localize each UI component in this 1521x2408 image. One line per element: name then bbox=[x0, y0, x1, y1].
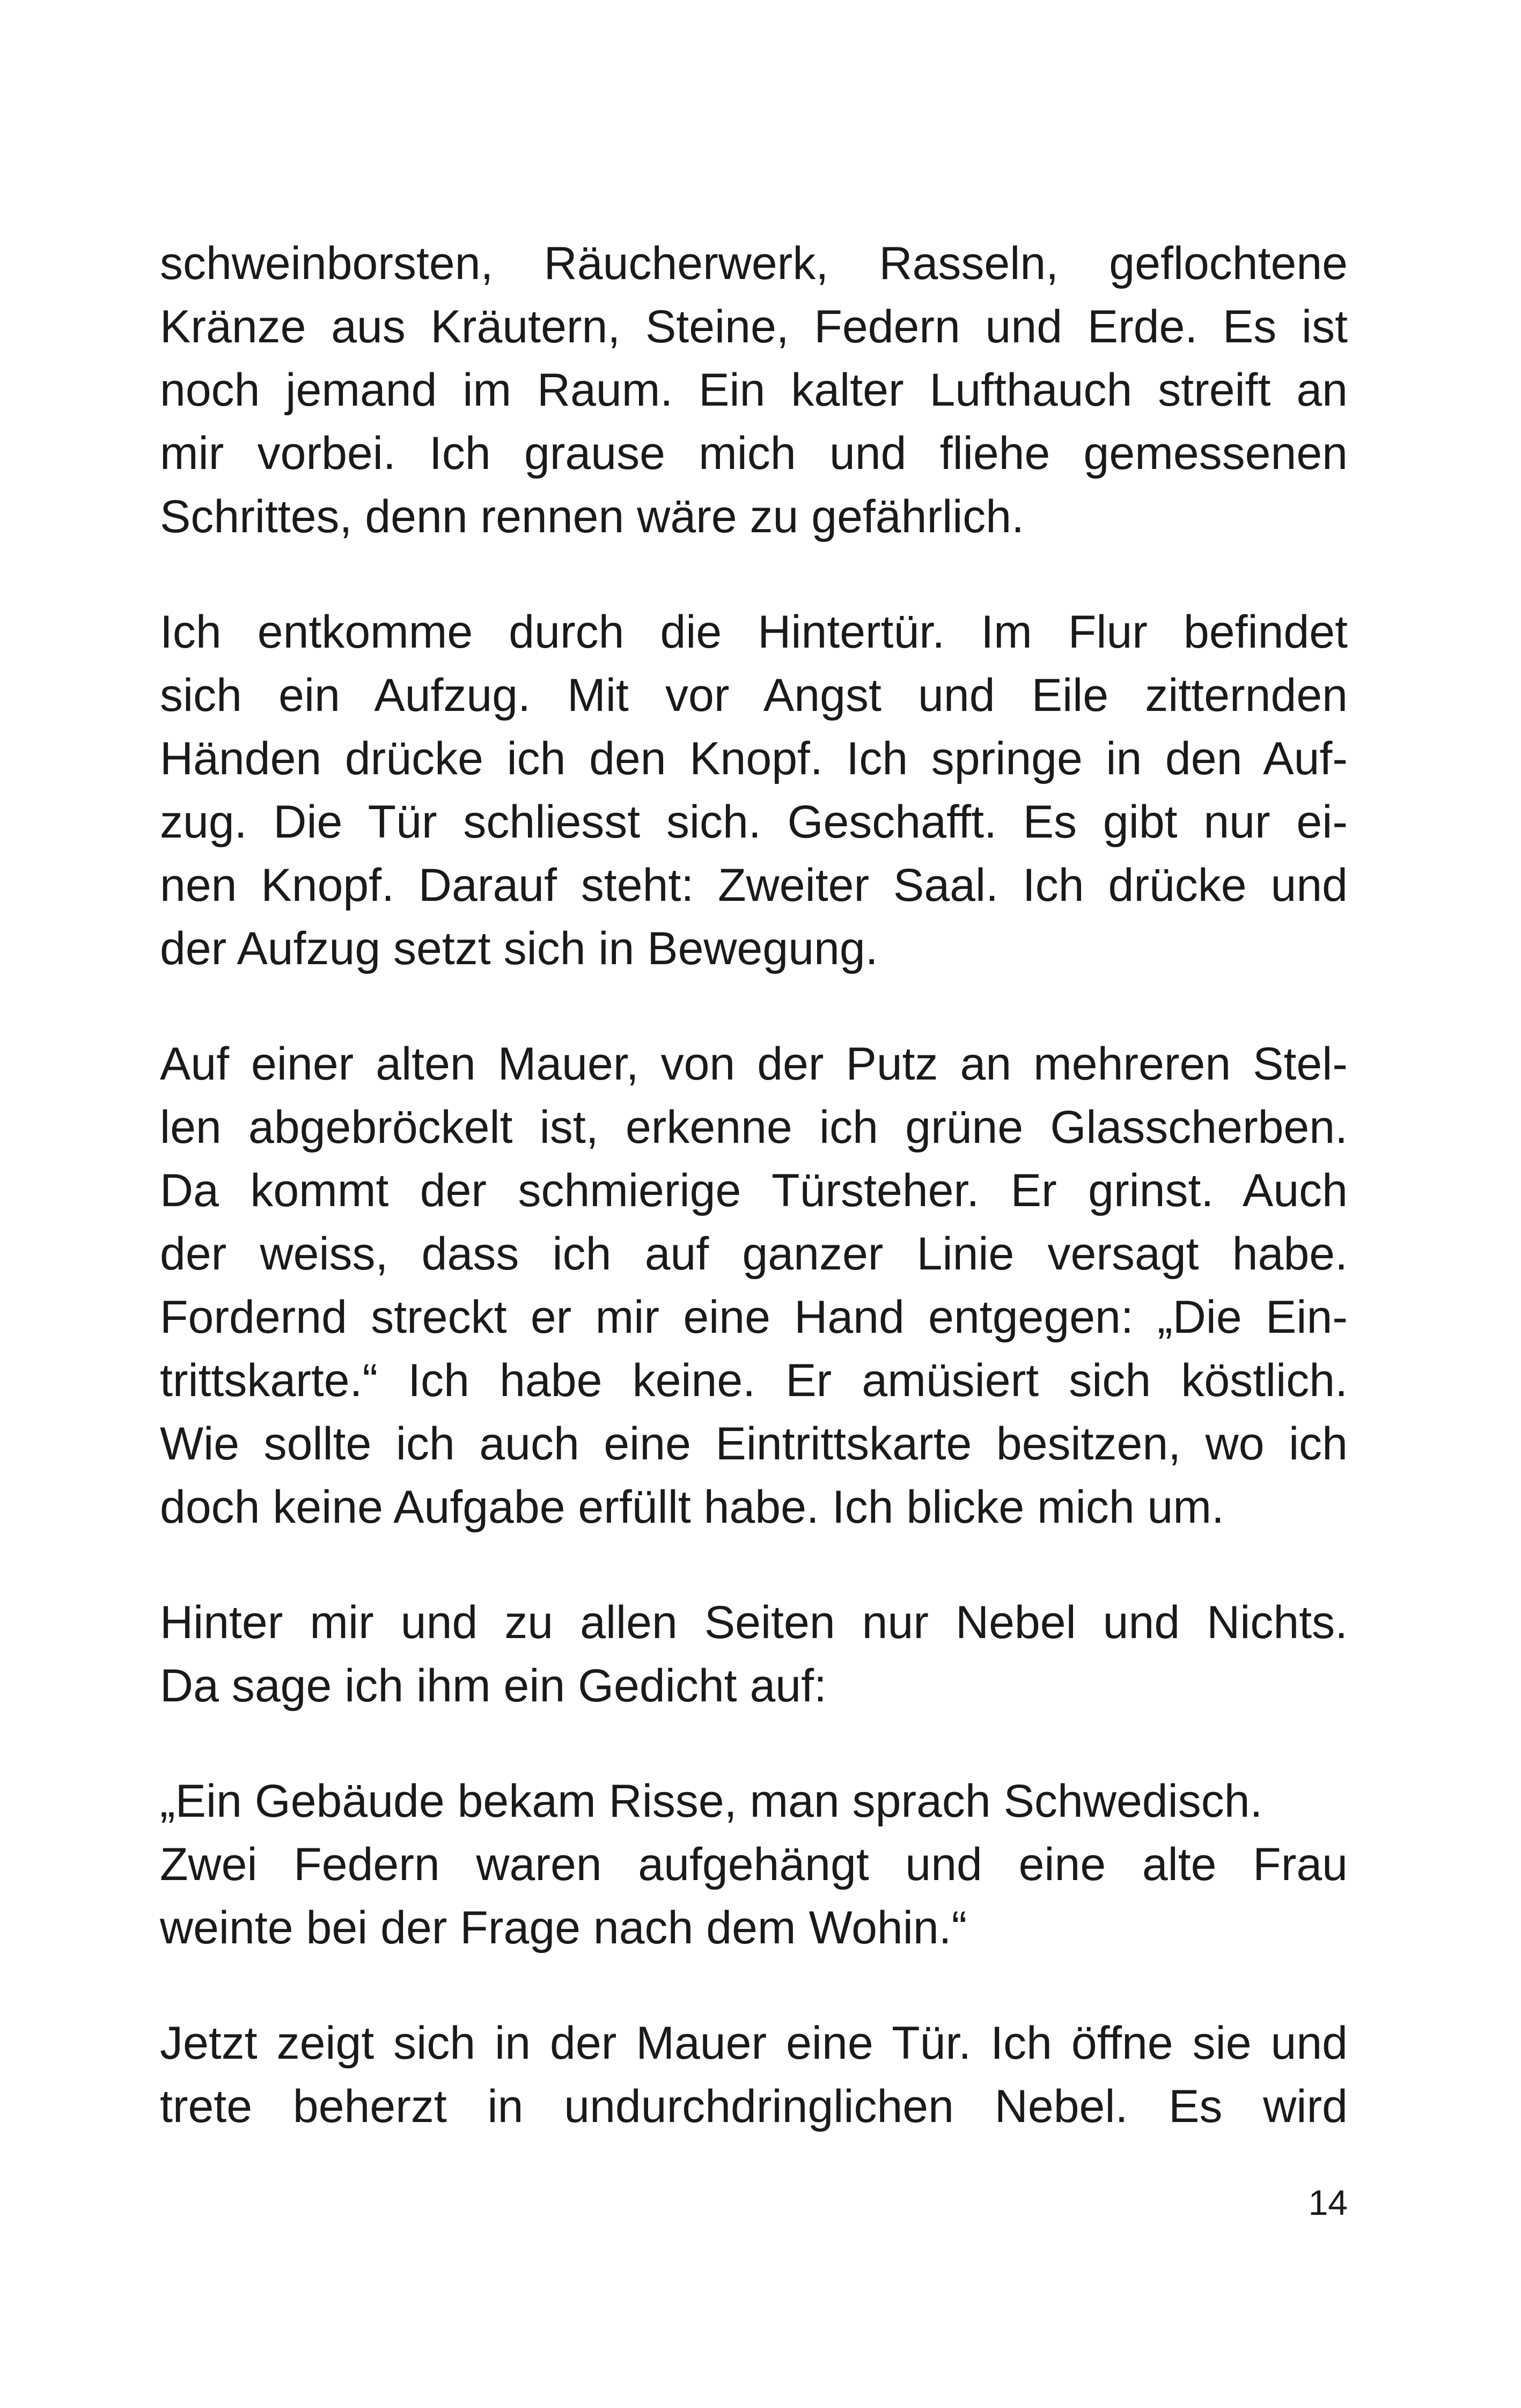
text-line: len abgebröckelt ist, erkenne ich grüne Glasscherben. bbox=[160, 1102, 1348, 1153]
text-line: Hinter mir und zu allen Seiten nur Nebel und Nichts. bbox=[160, 1597, 1348, 1648]
text-line: schweinborsten, Räucherwerk, Rasseln, geflochtene bbox=[160, 238, 1348, 289]
paragraph bbox=[160, 232, 1348, 548]
text-line: Schrittes, denn rennen wäre zu gefährlich. bbox=[160, 491, 1025, 542]
text-line: zug. Die Tür schliesst sich. Geschafft. Es gibt nur ei- bbox=[160, 796, 1348, 848]
paragraph bbox=[160, 1032, 1348, 1539]
text-line: trittskarte.“ Ich habe keine. Er amüsiert sich köstlich. bbox=[160, 1355, 1348, 1406]
text-line: Ich entkomme durch die Hintertür. Im Flur befindet bbox=[160, 606, 1348, 658]
text-line: Zwei Federn waren aufgehängt und eine alte Frau bbox=[160, 1839, 1348, 1890]
paragraph bbox=[160, 1591, 1348, 1717]
paragraph bbox=[160, 600, 1348, 980]
text-line: Auf einer alten Mauer, von der Putz an mehreren Stel- bbox=[160, 1038, 1348, 1090]
text-line: weinte bei der Frage nach dem Wohin.“ bbox=[160, 1902, 967, 1954]
text-line: der weiss, dass ich auf ganzer Linie versagt habe. bbox=[160, 1228, 1348, 1280]
text-line: Kränze aus Kräutern, Steine, Federn und Erde. Es ist bbox=[160, 301, 1348, 353]
text-line: Da sage ich ihm ein Gedicht auf: bbox=[160, 1660, 827, 1712]
text-line: sich ein Aufzug. Mit vor Angst und Eile zitternden bbox=[160, 670, 1348, 721]
text-line: Jetzt zeigt sich in der Mauer eine Tür. Ich öffne sie und bbox=[160, 2017, 1348, 2069]
text-line: mir vorbei. Ich grause mich und fliehe gemessenen bbox=[160, 428, 1348, 479]
text-line: Wie sollte ich auch eine Eintrittskarte besitzen, wo ich bbox=[160, 1418, 1348, 1470]
text-line: doch keine Aufgabe erfüllt habe. Ich blicke mich um. bbox=[160, 1481, 1224, 1533]
text-line: „Ein Gebäude bekam Risse, man sprach Schwedisch. bbox=[160, 1775, 1263, 1827]
body-text bbox=[160, 232, 1348, 2138]
text-line: trete beherzt in undurchdringlichen Nebel. Es wird bbox=[160, 2081, 1348, 2132]
page-number: 14 bbox=[1308, 2183, 1348, 2222]
text-line: der Aufzug setzt sich in Bewegung. bbox=[160, 923, 878, 974]
text-line: nen Knopf. Darauf steht: Zweiter Saal. Ich drücke und bbox=[160, 860, 1348, 911]
text-line: noch jemand im Raum. Ein kalter Lufthauch streift an bbox=[160, 364, 1348, 416]
text-line: Da kommt der schmierige Türsteher. Er grinst. Auch bbox=[160, 1165, 1348, 1216]
paragraph bbox=[160, 2011, 1348, 2138]
poem-quote bbox=[160, 1770, 1348, 1959]
text-line: Fordernd streckt er mir eine Hand entgegen: „Die Ein- bbox=[160, 1291, 1348, 1343]
text-line: Händen drücke ich den Knopf. Ich springe in den Auf- bbox=[160, 733, 1348, 784]
